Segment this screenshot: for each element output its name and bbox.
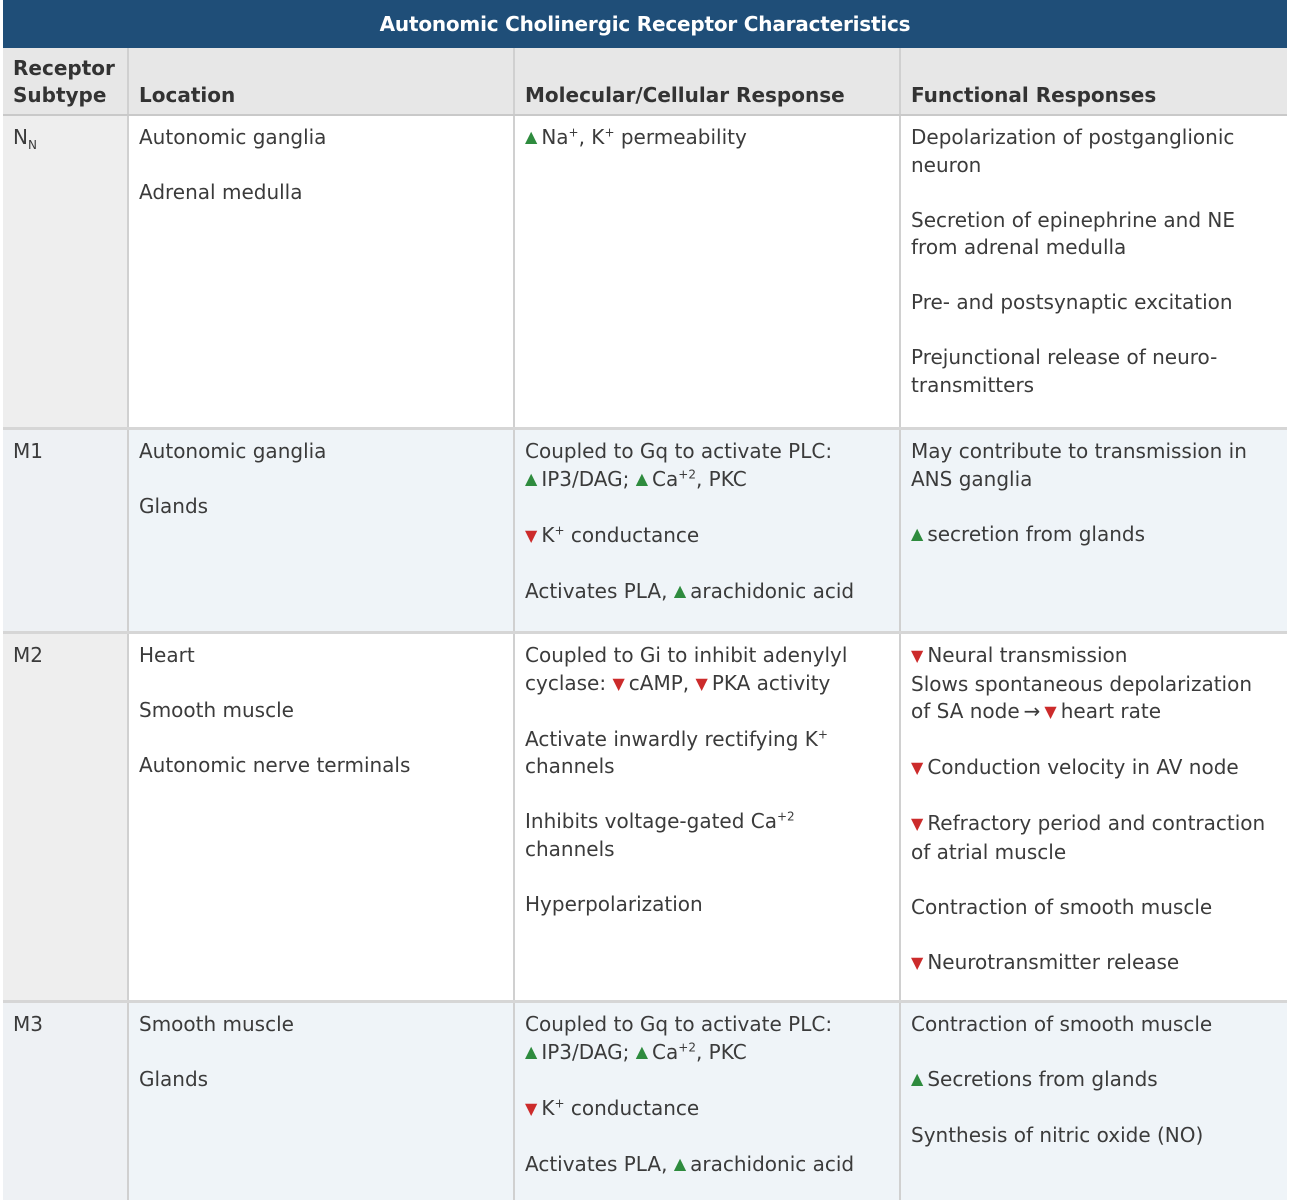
- location-cell: [127, 116, 513, 427]
- text: Coupled to Gi to inhibit adenylyl cyclase:: [525, 643, 848, 695]
- molecular-cell: [513, 116, 899, 427]
- text: arachidonic acid: [690, 1151, 855, 1176]
- location-item: Adrenal medulla: [139, 180, 303, 204]
- text: PKA activity: [711, 670, 831, 695]
- down-arrow-icon: ▼: [612, 673, 625, 693]
- text: Secretions from glands: [927, 1067, 1158, 1091]
- header-location: Location: [127, 48, 513, 114]
- down-arrow-icon: ▼: [911, 646, 924, 665]
- molecular-cell: [513, 634, 899, 1000]
- text: , PKC: [695, 466, 747, 491]
- header-molecular: Molecular/Cellular Response: [513, 48, 899, 114]
- molecular-item: [525, 1151, 889, 1180]
- location-item: Smooth muscle: [139, 698, 294, 722]
- up-arrow-icon: ▲: [525, 468, 538, 488]
- table-row-m1: [3, 430, 1287, 634]
- location-item: Glands: [139, 494, 209, 518]
- subtype-cell: M3: [3, 1003, 127, 1200]
- functional-item: Prejunctional release of neuro-transmitters: [911, 345, 1218, 397]
- text: Slows spontaneous depolarization of SA node: [911, 671, 1253, 723]
- functional-item: [911, 1066, 1277, 1095]
- text: K: [541, 1095, 555, 1120]
- subtype-cell: M1: [3, 430, 127, 631]
- text: Neural transmission: [927, 643, 1128, 667]
- location-cell: [127, 634, 513, 1000]
- text: Refractory period and contraction of atrial muscle: [911, 811, 1266, 864]
- text: Na: [541, 125, 569, 149]
- location-cell: [127, 430, 513, 631]
- molecular-item: [525, 124, 889, 153]
- functional-cell: [899, 634, 1287, 1000]
- functional-item: Depolarization of postganglionic neuron: [911, 125, 1235, 177]
- subtype-cell: M2: [3, 634, 127, 1000]
- up-arrow-icon: ▲: [635, 1041, 649, 1061]
- text: , PKC: [695, 1039, 747, 1064]
- up-arrow-icon: ▲: [635, 468, 649, 488]
- text: , K: [578, 125, 605, 149]
- superscript: +2: [678, 466, 696, 481]
- molecular-item: [525, 522, 889, 551]
- location-item: Autonomic ganglia: [139, 439, 327, 463]
- molecular-item: [525, 578, 889, 607]
- molecular-cell: [513, 430, 899, 631]
- functional-cell: [899, 430, 1287, 631]
- table-row-m2: [3, 634, 1287, 1003]
- receptor-table: [3, 0, 1287, 1200]
- up-arrow-icon: ▲: [673, 1153, 687, 1173]
- superscript: +: [568, 125, 579, 140]
- text: Inhibits voltage-gated Ca: [525, 809, 777, 833]
- text: Coupled to Gq to activate PLC:: [525, 439, 833, 463]
- molecular-item: [525, 1011, 889, 1067]
- molecular-item: [525, 726, 889, 781]
- text: Activate inwardly rectifying K: [525, 726, 818, 751]
- functional-item: Secretion of epinephrine and NE from adrenal medulla: [911, 207, 1235, 259]
- location-item: Autonomic nerve terminals: [139, 753, 411, 777]
- up-arrow-icon: ▲: [911, 1069, 924, 1088]
- molecular-cell: [513, 1003, 899, 1200]
- text: Ca: [652, 466, 679, 491]
- functional-item: Synthesis of nitric oxide (NO): [911, 1123, 1204, 1147]
- text: Ca: [652, 1039, 679, 1064]
- functional-item: [911, 642, 1277, 727]
- up-arrow-icon: ▲: [673, 580, 687, 600]
- functional-item: [911, 754, 1277, 783]
- text: Activates PLA,: [525, 578, 674, 603]
- down-arrow-icon: ▼: [911, 814, 924, 833]
- down-arrow-icon: ▼: [695, 673, 708, 693]
- text: K: [541, 522, 555, 547]
- molecular-item: [525, 438, 889, 494]
- location-item: Autonomic ganglia: [139, 125, 327, 149]
- down-arrow-icon: ▼: [911, 758, 924, 777]
- text: Coupled to Gq to activate PLC:: [525, 1012, 833, 1036]
- functional-item: May contribute to transmission in ANS ganglia: [911, 439, 1247, 491]
- text: Activates PLA,: [525, 1151, 674, 1176]
- table-title: Autonomic Cholinergic Receptor Characteristics: [3, 0, 1287, 48]
- text: IP3/DAG;: [541, 1039, 636, 1064]
- text: channels: [525, 836, 615, 861]
- location-item: Smooth muscle: [139, 1012, 294, 1036]
- superscript: +: [554, 1095, 565, 1110]
- functional-item: Contraction of smooth muscle: [911, 1012, 1213, 1036]
- subtype-subscript: N: [27, 138, 37, 152]
- up-arrow-icon: ▲: [525, 127, 538, 146]
- location-cell: [127, 1003, 513, 1200]
- text: IP3/DAG;: [541, 466, 636, 491]
- text: heart rate: [1060, 699, 1162, 723]
- down-arrow-icon: ▼: [911, 952, 924, 972]
- superscript: +: [817, 726, 828, 741]
- text: cAMP,: [628, 670, 696, 695]
- down-arrow-icon: ▼: [525, 525, 538, 545]
- text: secretion from glands: [927, 521, 1145, 546]
- down-arrow-icon: ▼: [1044, 702, 1057, 721]
- up-arrow-icon: ▲: [525, 1041, 538, 1061]
- header-functional: Functional Responses: [899, 48, 1287, 114]
- functional-item: Contraction of smooth muscle: [911, 894, 1213, 919]
- superscript: +2: [777, 809, 795, 824]
- text: Conduction velocity in AV node: [927, 755, 1239, 779]
- superscript: +: [604, 125, 615, 140]
- subtype-label: N: [13, 125, 28, 149]
- molecular-item: [525, 808, 889, 863]
- functional-item: Pre- and postsynaptic excitation: [911, 290, 1233, 314]
- functional-item: [911, 810, 1277, 866]
- location-item: Glands: [139, 1067, 209, 1091]
- superscript: +: [554, 522, 565, 537]
- functional-item: [911, 521, 1277, 550]
- functional-cell: [899, 116, 1287, 427]
- header-subtype: Receptor Subtype: [13, 56, 115, 107]
- molecular-item: [525, 642, 889, 698]
- down-arrow-icon: ▼: [525, 1098, 538, 1118]
- right-arrow-icon: →: [1023, 699, 1041, 723]
- subtype-cell: [3, 116, 127, 427]
- up-arrow-icon: ▲: [911, 523, 924, 543]
- text: permeability: [614, 125, 747, 149]
- table-row-m3: [3, 1003, 1287, 1200]
- text: Neurotransmitter release: [927, 949, 1180, 974]
- functional-item: [911, 949, 1277, 978]
- text: channels: [525, 754, 615, 778]
- molecular-item: Hyperpolarization: [525, 891, 703, 916]
- molecular-item: [525, 1095, 889, 1124]
- header-row: [3, 48, 1287, 116]
- superscript: +2: [678, 1039, 696, 1054]
- functional-cell: [899, 1003, 1287, 1200]
- location-item: Heart: [139, 643, 195, 667]
- text: conductance: [564, 1095, 700, 1120]
- text: arachidonic acid: [690, 578, 855, 603]
- table-row-nn: [3, 116, 1287, 430]
- text: conductance: [564, 522, 700, 547]
